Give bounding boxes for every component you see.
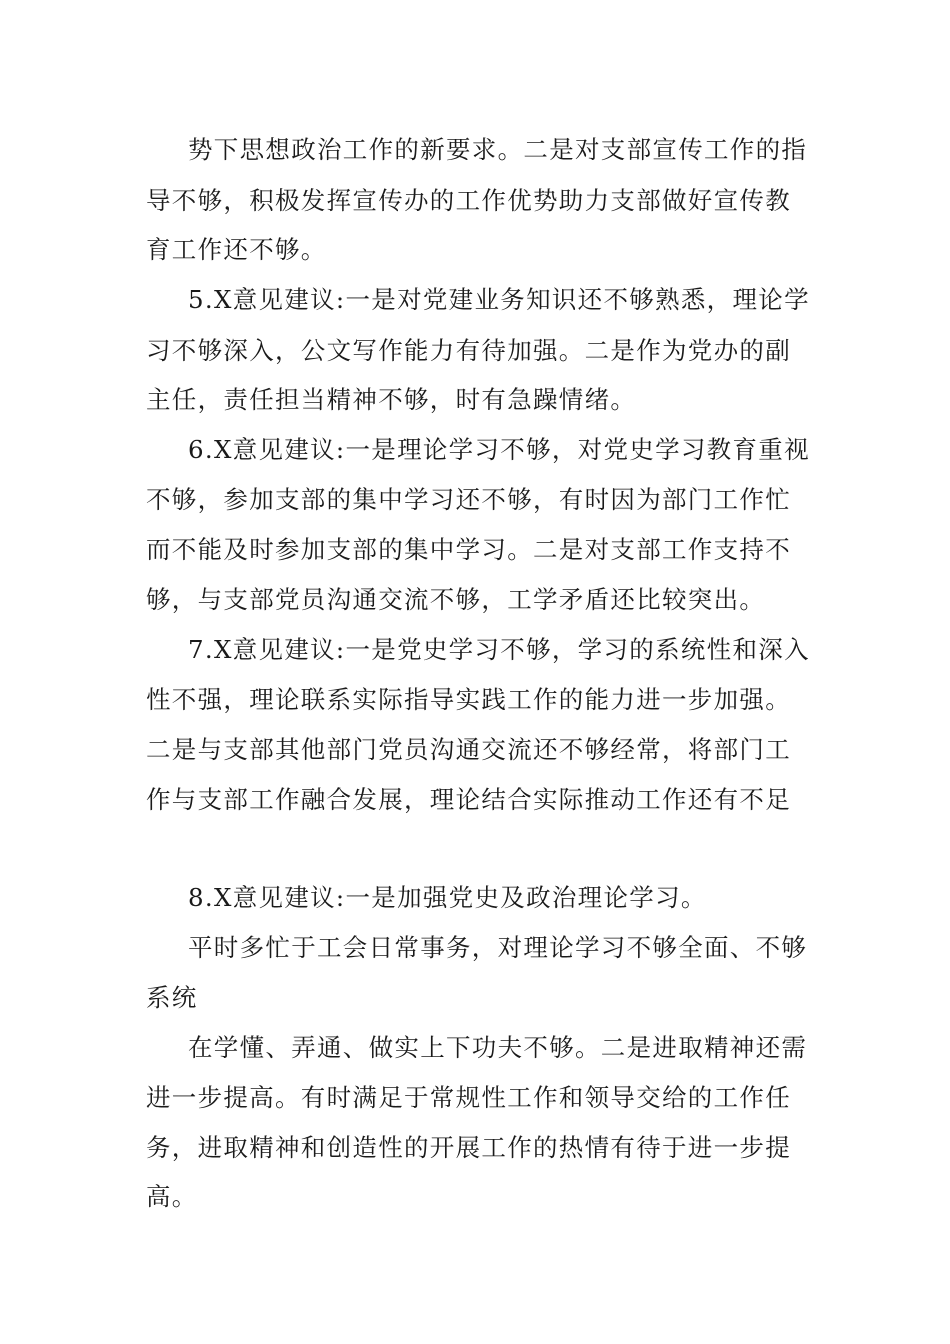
paragraph-8-start: 8.X意见建议:一是加强党史及政治理论学习。 — [188, 883, 707, 912]
text-line: 而不能及时参加支部的集中学习。二是对支部工作支持不 — [146, 535, 791, 564]
text-line: 系统 — [146, 983, 198, 1012]
text-line: 二是与支部其他部门党员沟通交流还不够经常，将部门工 — [146, 735, 791, 764]
text-line: 够，与支部党员沟通交流不够，工学矛盾还比较突出。 — [146, 585, 766, 614]
text-line: 势下思想政治工作的新要求。二是对支部宣传工作的指 — [188, 135, 808, 164]
text-line: 作与支部工作融合发展，理论结合实际推动工作还有不足 — [146, 785, 791, 814]
text-line: 务，进取精神和创造性的开展工作的热情有待于进一步提 — [146, 1133, 791, 1162]
text-line: 在学懂、弄通、做实上下功夫不够。二是进取精神还需 — [188, 1033, 808, 1062]
text-line: 育工作还不够。 — [146, 235, 327, 264]
text-line: 不够，参加支部的集中学习还不够，有时因为部门工作忙 — [146, 485, 791, 514]
text-line: 习不够深入，公文写作能力有待加强。二是作为党办的副 — [146, 336, 791, 365]
text-line: 主任，责任担当精神不够，时有急躁情绪。 — [146, 385, 637, 414]
text-line: 平时多忙于工会日常事务，对理论学习不够全面、不够 — [188, 933, 808, 962]
text-line: 性不强，理论联系实际指导实践工作的能力进一步加强。 — [146, 685, 791, 714]
paragraph-5-start: 5.X意见建议:一是对党建业务知识还不够熟悉，理论学 — [188, 285, 810, 314]
text-line: 进一步提高。有时满足于常规性工作和领导交给的工作任 — [146, 1083, 791, 1112]
text-line: 导不够，积极发挥宣传办的工作优势助力支部做好宣传教 — [146, 186, 791, 215]
paragraph-7-start: 7.X意见建议:一是党史学习不够，学习的系统性和深入 — [188, 635, 810, 664]
paragraph-6-start: 6.X意见建议:一是理论学习不够，对党史学习教育重视 — [188, 435, 810, 464]
text-line: 高。 — [146, 1182, 198, 1211]
